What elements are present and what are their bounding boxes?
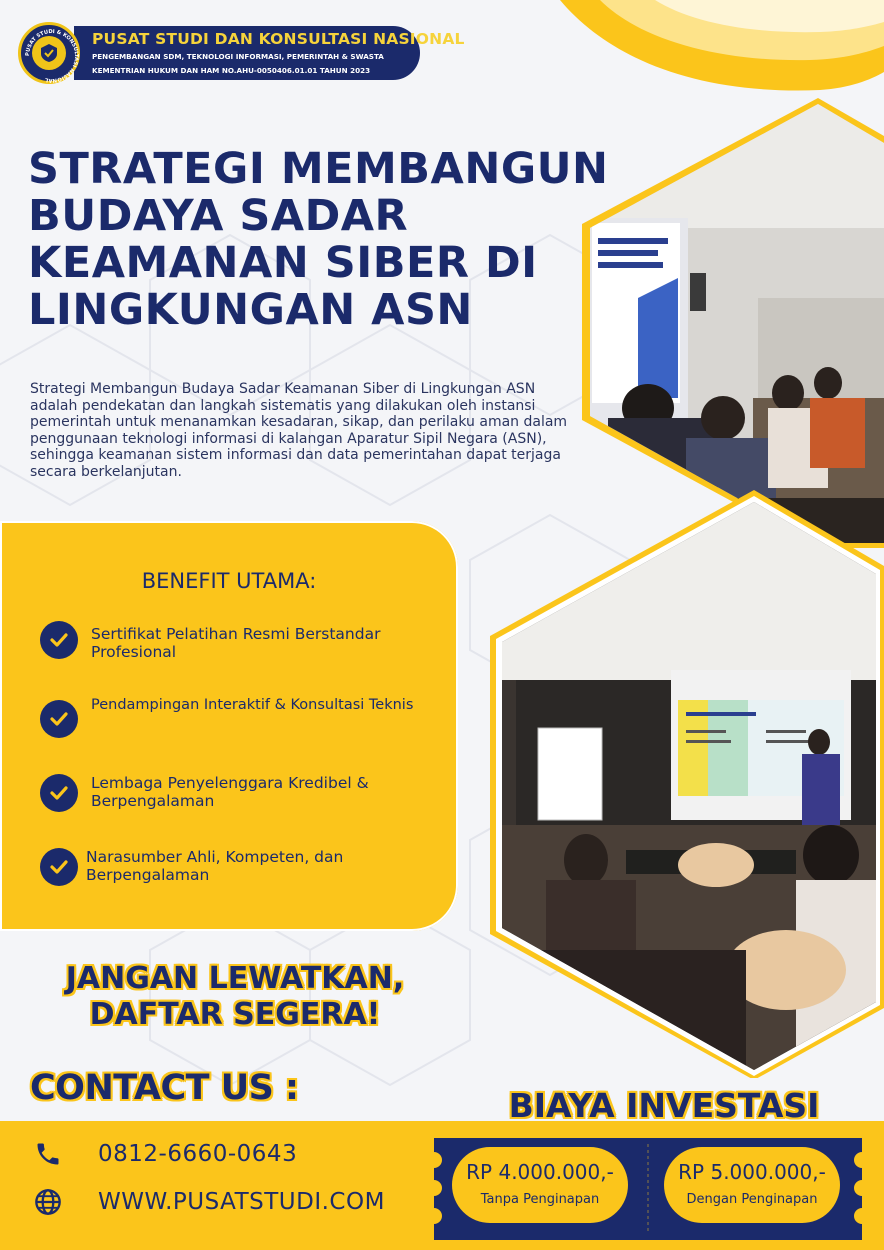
org-subtitle: PENGEMBANGAN SDM, TEKNOLOGI INFORMASI, PEMERINTAH & SWASTA [92,52,384,61]
contact-website[interactable] [34,1185,454,1219]
website-url: WWW.PUSATSTUDI.COM [98,1189,385,1215]
contact-title: CONTACT US : [30,1068,299,1108]
cta-line-2: DAFTAR SEGERA! [89,997,381,1032]
org-banner-box [74,26,465,80]
contact-phone[interactable] [34,1137,454,1171]
page-title: STRATEGI MEMBANGUN BUDAYA SADAR KEAMANAN SIBER DI LINGKUNGAN ASN [28,144,609,335]
description-text: Strategi Membangun Budaya Sadar Keamanan Siber di Lingkungan ASN adalah pendekatan dan langkah sistematis yang dilakukan oleh instansi pemerintah untuk menanamkan kesadaran, sikap, dan perilaku aman dalam penggunaan teknologi informasi di kalangan Aparatur Sipil Negara (ASN), sehingga keamanan sistem informasi dan data pemerintahan dapat terjaga secara berkelanjutan. [30,381,568,480]
org-registration: KEMENTRIAN HUKUM DAN HAM NO.AHU-0050406.01.01 TAHUN 2023 [92,66,371,75]
benefit-text: Narasumber Ahli, Kompeten, dan Berpengalaman [86,848,344,884]
price-note: Tanpa Penginapan [480,1192,600,1207]
seminar-photo-2 [486,490,884,1078]
price-amount: RP 5.000.000,- [678,1160,826,1184]
benefit-text: Sertifikat Pelatihan Resmi Berstandar Profesional [91,625,381,661]
phone-icon [34,1140,62,1168]
check-circle-icon [40,774,78,812]
org-seal-icon [18,22,80,84]
check-circle-icon [40,621,78,659]
benefit-text: Lembaga Penyelenggara Kredibel & Berpengalaman [91,774,369,810]
pricing-title: BIAYA INVESTASI [508,1086,820,1125]
benefit-title: BENEFIT UTAMA: [141,569,317,593]
org-name: PUSAT STUDI DAN KONSULTASI NASIONAL [92,30,465,48]
org-logo-banner [18,22,465,84]
seminar-photo-1 [578,98,884,548]
check-circle-icon [40,848,78,886]
globe-icon [34,1188,62,1216]
benefit-card [0,521,458,931]
cta-line-1: JANGAN LEWATKAN, [65,961,405,996]
price-note: Dengan Penginapan [686,1192,818,1207]
phone-number: 0812-6660-0643 [98,1141,298,1167]
price-amount: RP 4.000.000,- [466,1160,614,1184]
benefit-text: Pendampingan Interaktif & Konsultasi Teknis [91,697,414,713]
price-option [452,1147,628,1223]
svg-text:PUSAT STUDI & KONSULTASI NASIO [25,29,79,83]
price-option [664,1147,840,1223]
check-circle-icon [40,700,78,738]
seal-ring-text: PUSAT STUDI & KONSULTASI NASIONAL [24,28,80,84]
